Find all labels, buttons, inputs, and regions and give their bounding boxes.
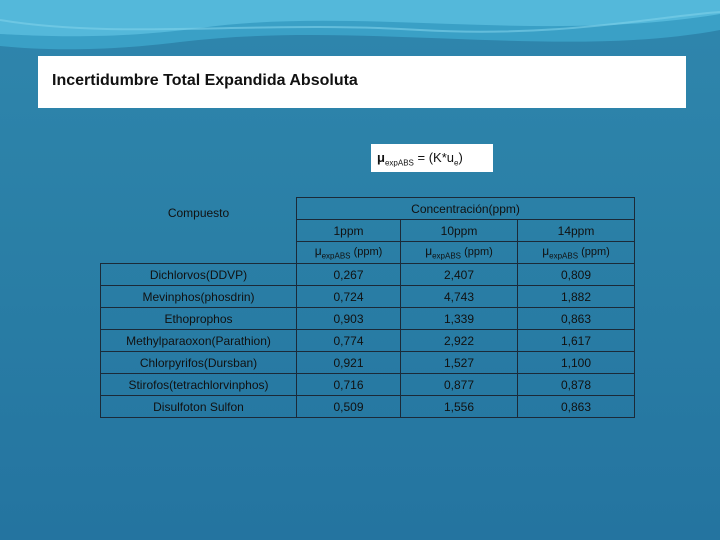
table-row — [101, 374, 635, 396]
value-10ppm: 1,527 — [401, 352, 518, 374]
compound-name: Mevinphos(phosdrin) — [101, 286, 297, 308]
value-1ppm: 0,921 — [297, 352, 401, 374]
unit-sub: expABS — [432, 251, 462, 261]
value-1ppm: 0,509 — [297, 396, 401, 418]
unit-sub: expABS — [321, 251, 351, 261]
unit-ppm: (ppm) — [461, 246, 493, 259]
value-10ppm: 0,877 — [401, 374, 518, 396]
compound-name: Disulfoton Sulfon — [101, 396, 297, 418]
title-box — [38, 56, 686, 108]
compound-name: Methylparaoxon(Parathion) — [101, 330, 297, 352]
value-1ppm: 0,724 — [297, 286, 401, 308]
compound-header: Compuesto — [101, 198, 297, 264]
value-10ppm: 2,922 — [401, 330, 518, 352]
table-row — [101, 330, 635, 352]
value-1ppm: 0,774 — [297, 330, 401, 352]
concentration-14ppm: 14ppm — [518, 220, 635, 242]
compound-name: Chlorpyrifos(Dursban) — [101, 352, 297, 374]
compound-name: Ethoprophos — [101, 308, 297, 330]
value-14ppm: 0,863 — [518, 396, 635, 418]
formula-mu-sub: expABS — [384, 158, 414, 168]
formula-box — [371, 144, 493, 172]
compound-name: Stirofos(tetrachlorvinphos) — [101, 374, 297, 396]
concentration-header: Concentración(ppm) — [297, 198, 635, 220]
value-14ppm: 1,617 — [518, 330, 635, 352]
unit-ppm: (ppm) — [578, 246, 610, 259]
value-1ppm: 0,903 — [297, 308, 401, 330]
unit-label — [518, 242, 635, 264]
value-10ppm: 1,339 — [401, 308, 518, 330]
value-1ppm: 0,716 — [297, 374, 401, 396]
formula-mu: μ — [377, 150, 385, 165]
value-14ppm: 0,863 — [518, 308, 635, 330]
slide-title: Incertidumbre Total Expandida Absoluta — [52, 72, 358, 89]
table-header-row — [101, 198, 635, 220]
unit-mu: μ — [314, 244, 322, 259]
table-row — [101, 352, 635, 374]
value-10ppm: 1,556 — [401, 396, 518, 418]
value-10ppm: 4,743 — [401, 286, 518, 308]
uncertainty-table — [100, 197, 635, 418]
unit-ppm: (ppm) — [350, 246, 383, 259]
compound-name: Dichlorvos(DDVP) — [101, 264, 297, 286]
unit-label — [297, 242, 401, 264]
table-row — [101, 264, 635, 286]
formula-u-sub: e — [453, 158, 459, 168]
value-10ppm: 2,407 — [401, 264, 518, 286]
concentration-10ppm: 10ppm — [401, 220, 518, 242]
table-row — [101, 286, 635, 308]
value-14ppm: 0,878 — [518, 374, 635, 396]
unit-label — [401, 242, 518, 264]
value-1ppm: 0,267 — [297, 264, 401, 286]
table-row — [101, 396, 635, 418]
formula-close: ) — [458, 150, 463, 165]
concentration-1ppm: 1ppm — [297, 220, 401, 242]
formula-eq: = (K*u — [413, 150, 454, 165]
unit-mu: μ — [425, 244, 433, 259]
unit-mu: μ — [542, 244, 550, 259]
table-row — [101, 308, 635, 330]
unit-sub: expABS — [549, 251, 579, 261]
value-14ppm: 0,809 — [518, 264, 635, 286]
value-14ppm: 1,882 — [518, 286, 635, 308]
value-14ppm: 1,100 — [518, 352, 635, 374]
